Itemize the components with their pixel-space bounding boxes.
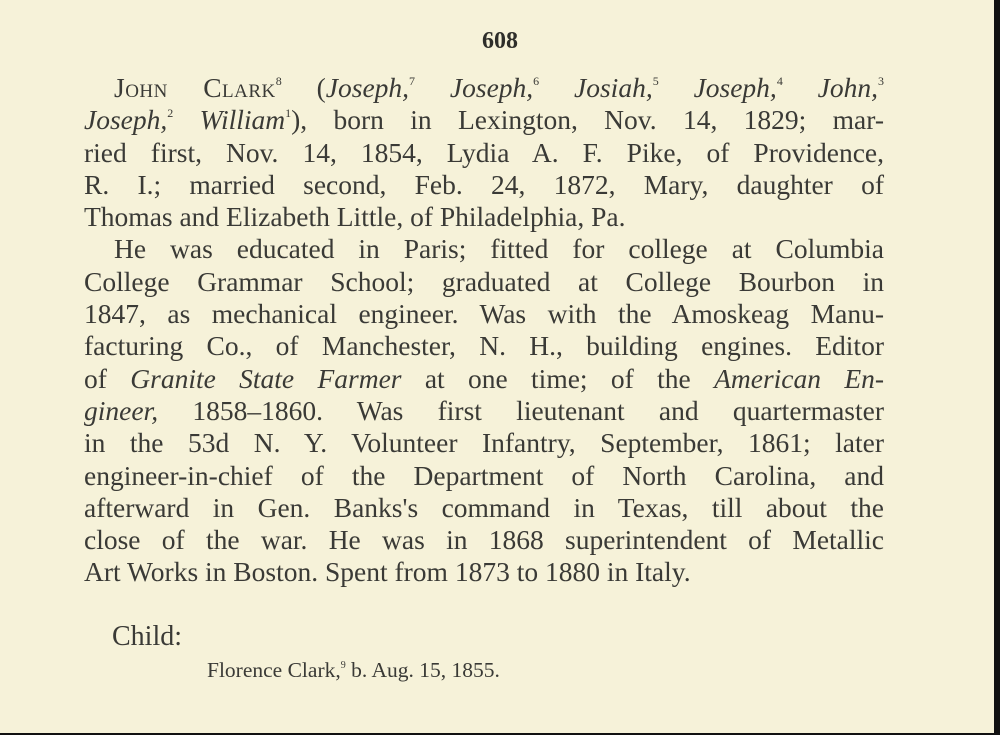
ancestor: William xyxy=(199,104,286,136)
ancestor: Joseph, xyxy=(693,72,777,103)
para2-line-2: College Grammar School; graduated at College Bourbon in xyxy=(84,265,884,297)
entry-name: John Clark xyxy=(114,72,276,103)
child-entry xyxy=(207,657,500,683)
entry-line-4: R. I.; married second, Feb. 24, 1872, Mary, daughter of xyxy=(84,168,884,200)
para2-line-8: engineer-in-chief of the Department of North Carolina, and xyxy=(84,459,884,491)
ancestor-generation: 7 xyxy=(409,74,416,88)
genealogy-entry xyxy=(84,72,884,589)
para2-line-1 xyxy=(84,233,884,265)
child-name: Florence Clark, xyxy=(207,658,341,682)
para2-line-10: close of the war. He was in 1868 superintendent of Metallic xyxy=(84,524,884,556)
para2-text: of xyxy=(84,362,107,394)
para2-line-9: afterward in Gen. Banks's command in Texas, till about the xyxy=(84,491,884,523)
ancestor: Josiah, xyxy=(574,72,653,103)
para2-text: He was educated in Paris; fitted for college at Columbia xyxy=(114,233,884,265)
ancestor-generation: 1 xyxy=(285,106,292,121)
child-birth: b. Aug. 15, 1855. xyxy=(351,658,500,682)
ancestor: Joseph, xyxy=(449,72,534,103)
ancestor-generation: 5 xyxy=(652,74,659,88)
para2-line-3: 1847, as mechanical engineer. Was with the Amoskeag Manu- xyxy=(84,298,884,330)
entry-line-2 xyxy=(84,104,884,136)
ancestor-generation: 6 xyxy=(533,74,540,88)
periodical-title: Granite State Farmer xyxy=(130,362,402,394)
child-generation: 9 xyxy=(340,660,346,671)
page-number: 608 xyxy=(482,28,518,54)
ancestor-generation: 3 xyxy=(878,74,885,88)
para2-line-5 xyxy=(84,363,884,395)
ancestor-generation: 4 xyxy=(776,74,783,88)
periodical-title: American En- xyxy=(714,362,885,394)
ancestor: Joseph, xyxy=(325,72,410,103)
children-heading: Child: xyxy=(112,621,183,652)
para2-line-4: facturing Co., of Manchester, N. H., building engines. Editor xyxy=(84,330,884,362)
para2-text: at one time; of the xyxy=(424,362,691,394)
periodical-title-cont: gineer, xyxy=(84,394,159,426)
entry-line-3: ried first, Nov. 14, 1854, Lydia A. F. Pike, of Providence, xyxy=(84,136,884,168)
entry-line-5: Thomas and Elizabeth Little, of Philadelphia, Pa. xyxy=(84,201,626,233)
ancestor: John, xyxy=(817,72,879,103)
ancestor-generation: 2 xyxy=(167,106,174,121)
para2-text: 1858–1860. Was first lieutenant and quartermaster xyxy=(192,394,884,426)
ancestor: Joseph, xyxy=(84,104,168,136)
entry-name-generation: 8 xyxy=(275,74,282,88)
para2-line-7: in the 53d N. Y. Volunteer Infantry, September, 1861; later xyxy=(84,427,884,459)
para2-line-6 xyxy=(84,395,884,427)
entry-line-1: John Clark$^8$ (Joseph,$^7$ Joseph,$^6$ Josiah,$^5$ Joseph,$^4$ John,$^3$ xyxy=(114,72,885,103)
para2-line-11: Art Works in Boston. Spent from 1873 to 1880 in Italy. xyxy=(84,556,691,588)
bio-text: ), born in Lexington, Nov. 14, 1829; mar- xyxy=(291,104,884,136)
